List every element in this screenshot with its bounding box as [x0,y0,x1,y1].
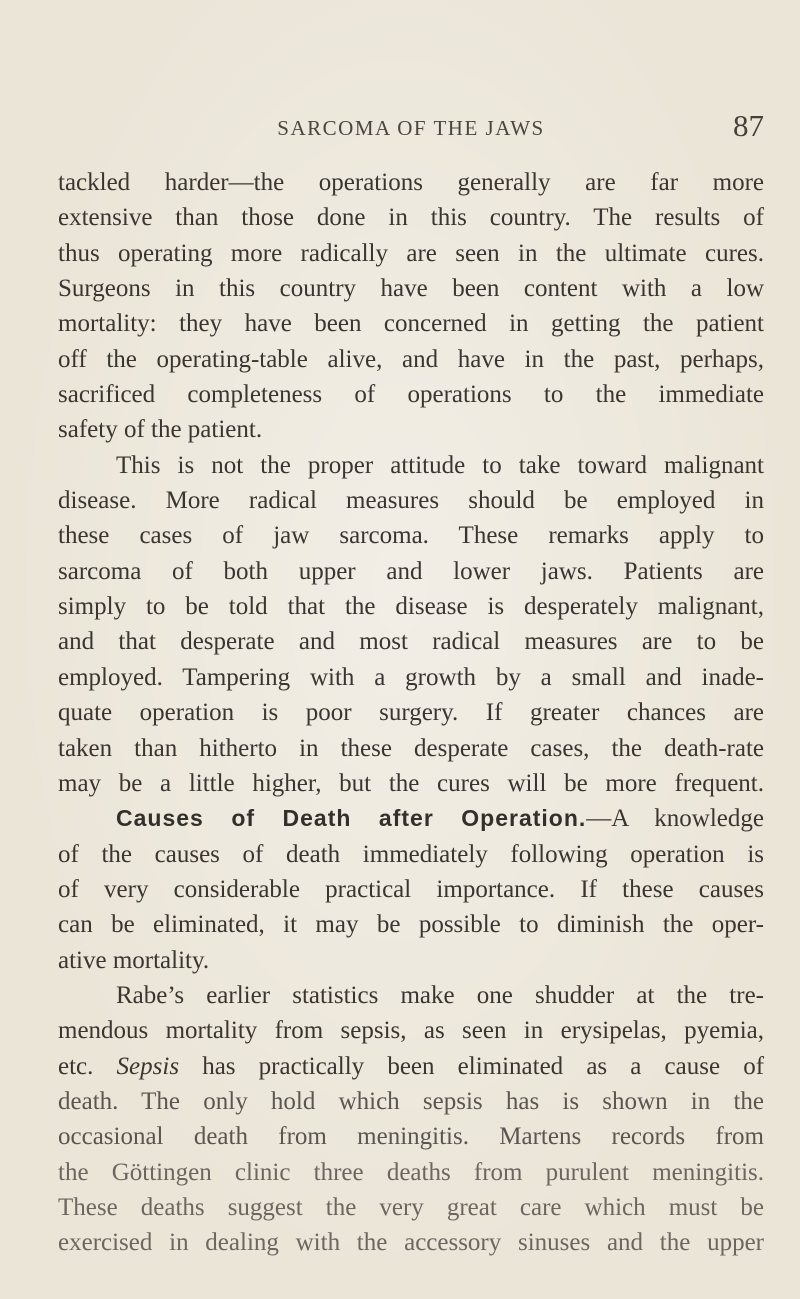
text-line: of very considerable practical importance. If these causes [58,875,764,903]
text-line: occasional death from meningitis. Martens records from [58,1123,764,1151]
text-line: Surgeons in this country have been content with a low [58,275,764,303]
text-line: sarcoma of both upper and lower jaws. Patients are [58,557,764,585]
text-line: employed. Tampering with a growth by a small and inade- [58,663,764,691]
text-line: mendous mortality from sepsis, as seen in erysipelas, pyemia, [58,1017,764,1045]
text-line: mortality: they have been concerned in getting the patient [58,310,764,338]
text-line: ative mortality. [58,946,210,974]
page-number: 87 [733,108,764,143]
text-line: may be a little higher, but the cures will be more frequent. [58,769,764,797]
text-line: thus operating more radically are seen in the ultimate cures. [58,239,764,267]
text-line: and that desperate and most radical measures are to be [58,628,764,656]
sepsis-line [58,1049,764,1084]
text-line: of the causes of death immediately following operation is [58,840,764,868]
text-line: the Göttingen clinic three deaths from purulent meningitis. [58,1158,764,1186]
running-title: SARCOMA OF THE JAWS [277,116,545,140]
text-line: simply to be told that the disease is desperately malignant, [58,593,764,621]
text-line: These deaths suggest the very great care which must be [58,1193,764,1221]
running-head [58,108,764,146]
section-heading: Causes of Death after Operation. [116,805,587,832]
text-line: taken than hitherto in these desperate cases, the death-rate [58,734,764,762]
text-line: exercised in dealing with the accessory sinuses and the upper [58,1229,764,1257]
text-line: off the operating-table alive, and have in the past, perhaps, [58,345,764,373]
text-line: This is not the proper attitude to take toward malignant [116,451,764,479]
text-line: death. The only hold which sepsis has is shown in the [58,1087,764,1115]
italic-term: Sepsis [116,1052,180,1080]
text-fragment: has practically been eliminated as a cause of [202,1052,764,1080]
text-line: extensive than those done in this country. The results of [58,204,764,232]
text-line: safety of the patient. [58,416,263,444]
text-line: disease. More radical measures should be employed in [58,487,764,515]
body-text [58,165,764,1261]
text-line: tackled harder—the operations generally are far more [58,169,764,196]
text-line: quate operation is poor surgery. If greater chances are [58,699,764,727]
section-heading-line [58,801,764,836]
text-line: sacrificed completeness of operations to the immediate [58,381,764,409]
text-line: can be eliminated, it may be possible to diminish the oper- [58,911,764,939]
text-fragment: etc. [58,1052,94,1080]
text-line: Rabe’s earlier statistics make one shudder at the tre- [116,981,764,1009]
section-heading-continuation: —A knowledge [586,805,764,833]
text-line: these cases of jaw sarcoma. These remarks apply to [58,522,764,550]
